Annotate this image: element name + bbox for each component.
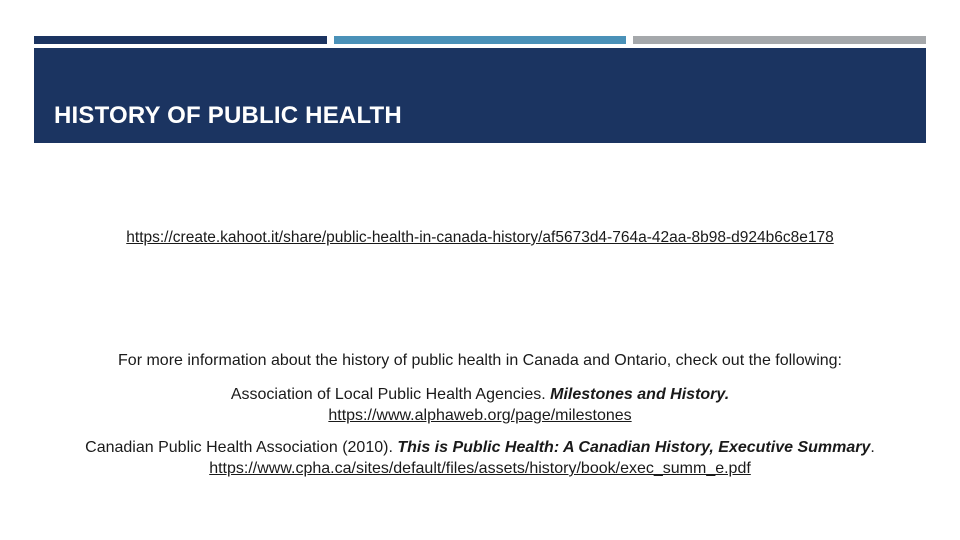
reference-alpha-link[interactable]: https://www.alphaweb.org/page/milestones [328,407,632,424]
reference-cpha [50,437,910,479]
accent-bar-light-blue [334,36,626,44]
reference-cpha-title: This is Public Health: A Canadian History, Executive Summary [397,439,871,456]
slide-title: HISTORY OF PUBLIC HEALTH [54,102,402,129]
kahoot-link[interactable]: https://create.kahoot.it/share/public-health-in-canada-history/af5673d4-764a-42aa-8b98-d924b6c8e178 [126,229,834,246]
reference-alpha-title: Milestones and History. [550,386,730,403]
reference-alpha-author: Association of Local Public Health Agencies. [230,386,551,403]
reference-cpha-link[interactable]: https://www.cpha.ca/sites/default/files/assets/history/book/exec_summ_e.pdf [209,460,751,477]
reference-cpha-author: Canadian Public Health Association (2010). [85,439,398,456]
kahoot-link-row [0,228,960,248]
accent-bar-gray [633,36,926,44]
references-block [50,350,910,490]
reference-alpha [50,384,910,426]
title-band [34,48,926,143]
references-intro: For more information about the history of public health in Canada and Ontario, check out the following: [118,352,842,369]
accent-bar-dark-blue [34,36,327,44]
reference-cpha-after: . [870,439,875,456]
